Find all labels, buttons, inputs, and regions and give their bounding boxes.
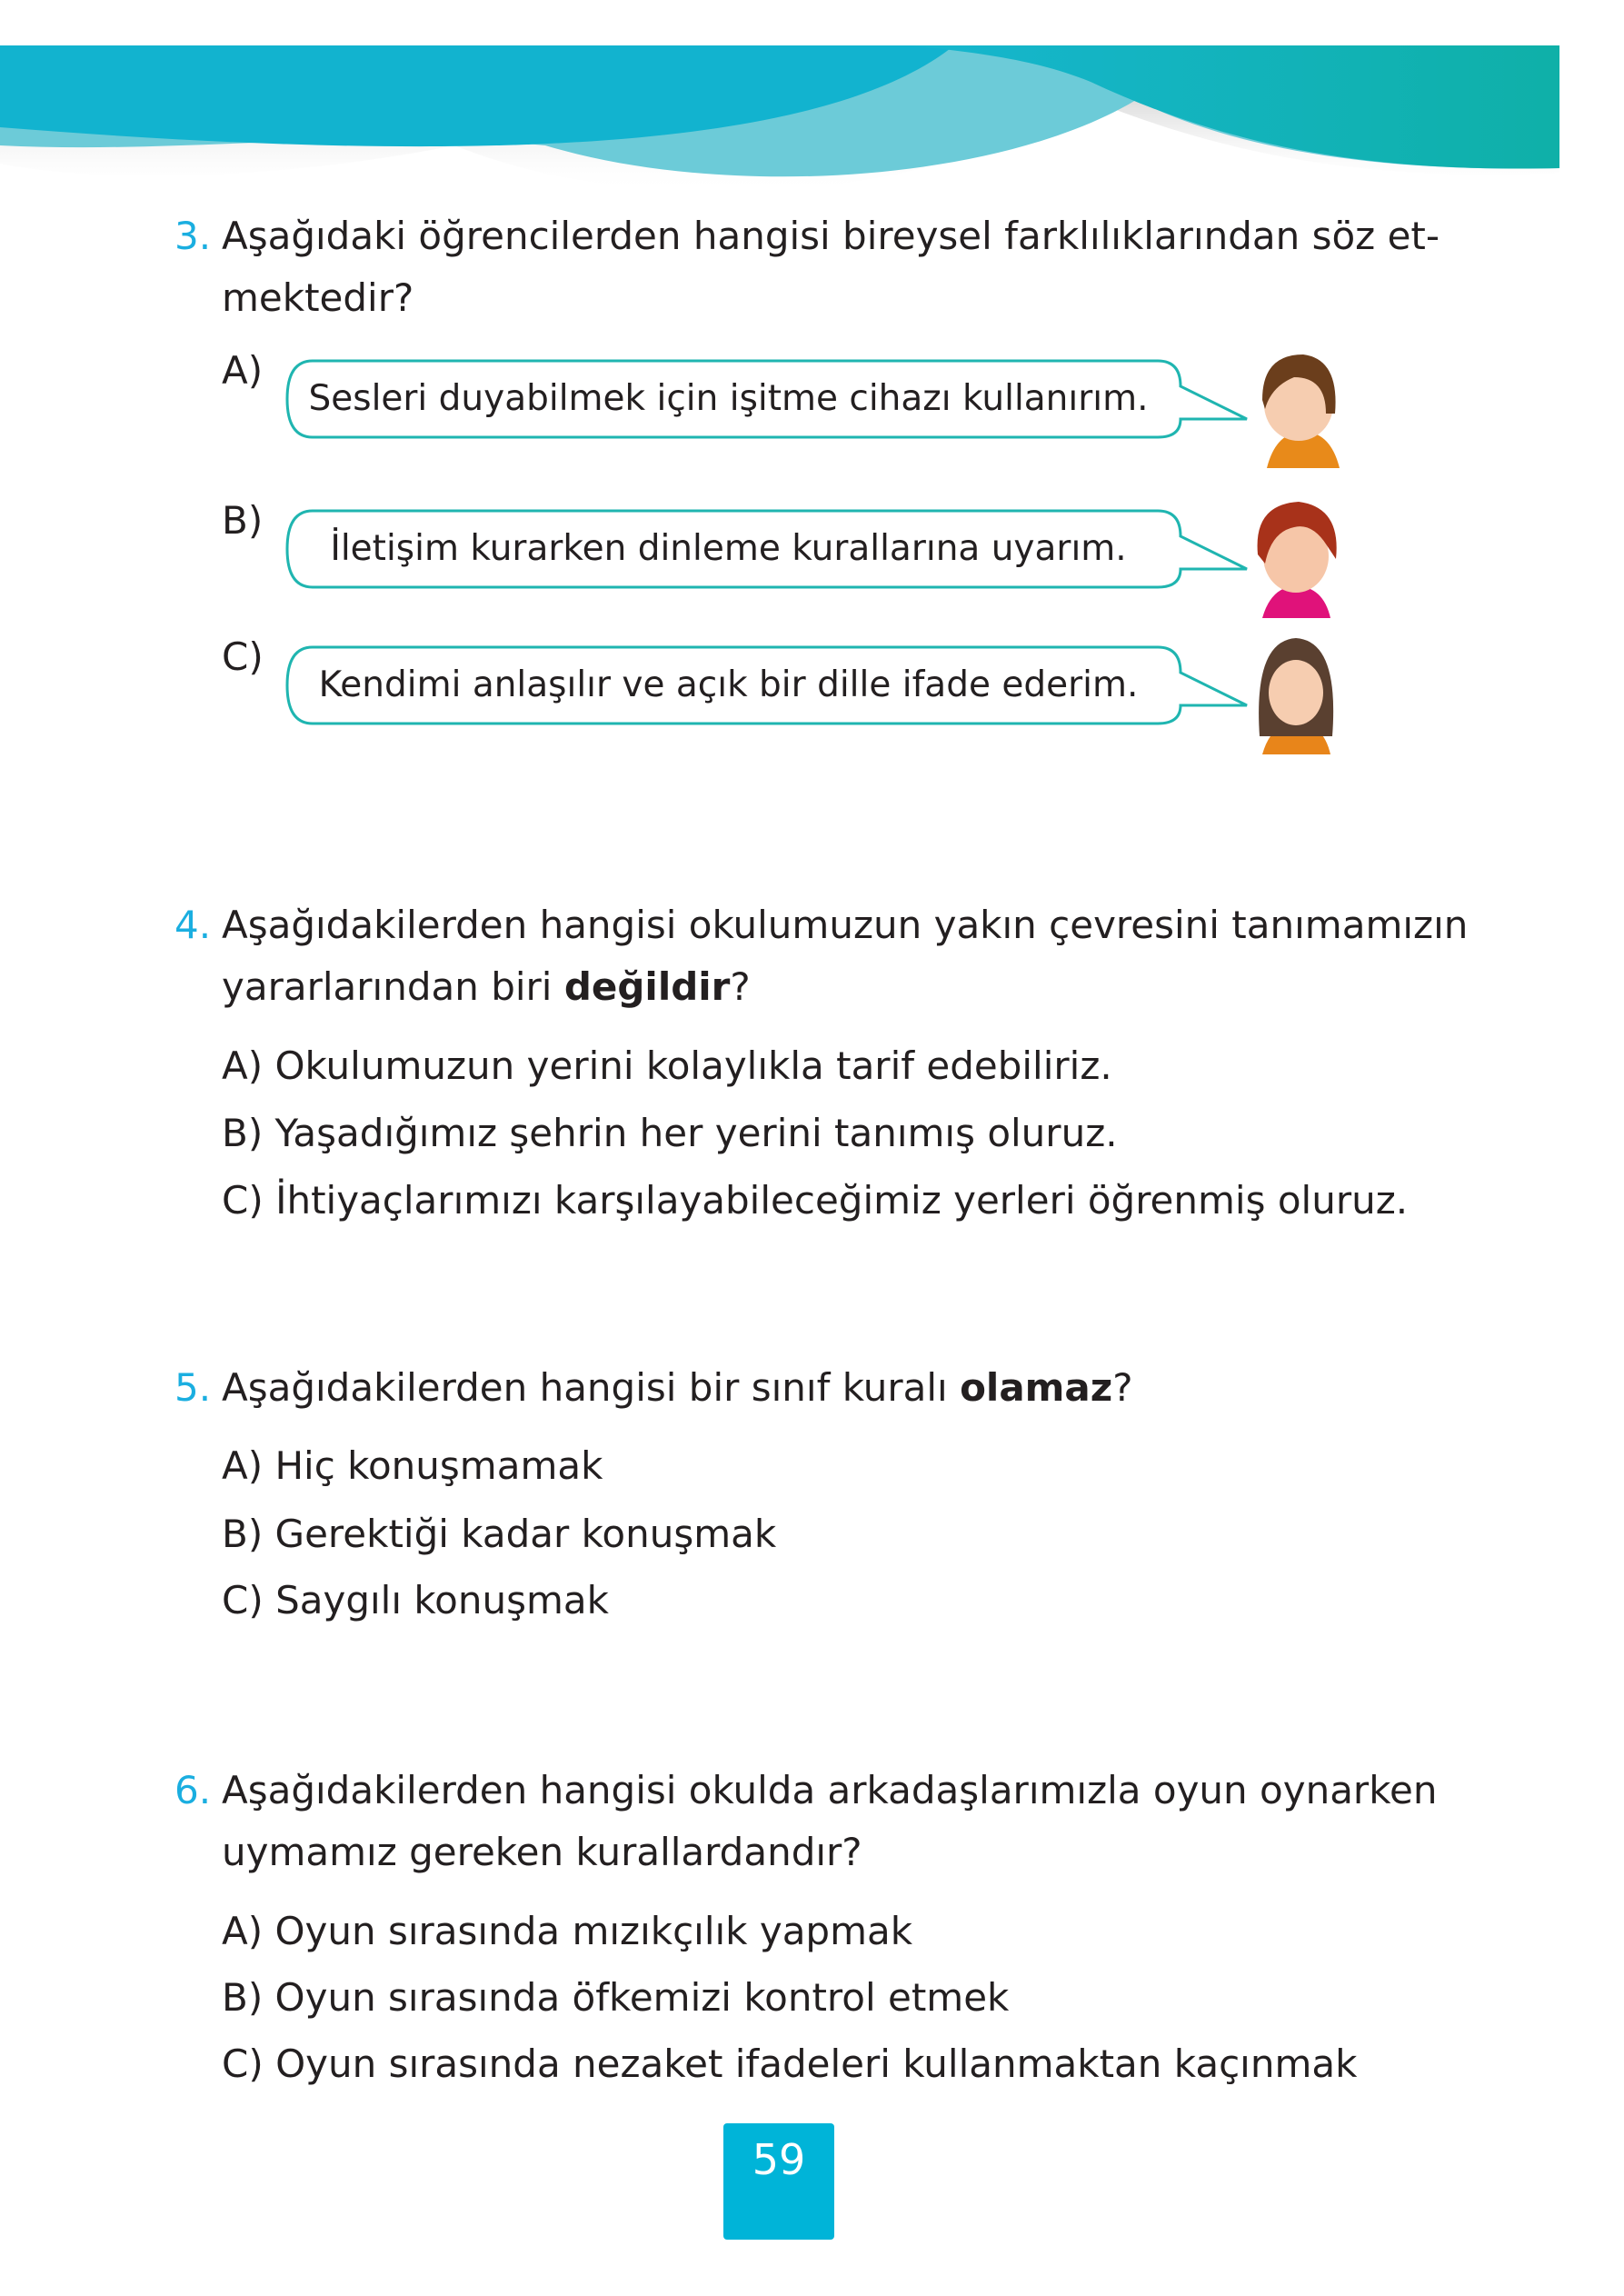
text: Aşağıdakilerden hangisi bir sınıf kuralı [222,1365,961,1410]
option-c[interactable]: C) Oyun sırasında nezaket ifadeleri kullanmaktan kaçınmak [222,2041,1358,2086]
question-number: 6. [174,1768,212,1812]
option-c[interactable]: C) İhtiyaçlarımızı karşılayabileceğimiz yerleri öğrenmiş oluruz. [222,1178,1409,1223]
option-b[interactable]: B) Gerektiği kadar konuşmak [222,1512,777,1556]
question-text: uymamız gereken kurallardandır? [222,1830,862,1874]
option-c[interactable]: C) Saygılı konuşmak [222,1578,609,1622]
text: yararlarından biri [222,964,564,1009]
option-b[interactable]: B) Oyun sırasında öfkemizi kontrol etmek [222,1975,1010,2020]
page-number: 59 [723,2123,834,2240]
text: ? [730,964,751,1009]
question-text: Aşağıdakilerden hangisi okulda arkadaşlarımızla oyun oynarken [222,1768,1438,1812]
question-number: 5. [174,1365,212,1410]
option-label: A) [222,348,264,393]
question-text [222,956,1383,1018]
emphasis: olamaz [960,1365,1113,1410]
emphasis: değildir [563,964,731,1009]
question-number: 3. [174,214,212,258]
option-b[interactable] [222,498,1367,609]
option-label: B) [222,498,264,543]
option-label: C) [222,634,264,679]
option-a[interactable]: A) Hiç konuşmamak [222,1443,603,1488]
option-text: Sesleri duyabilmek için işitme cihazı kullanırım. [308,378,1149,419]
option-text: İletişim kurarken dinleme kurallarına uyarım. [330,528,1127,569]
option-c[interactable] [222,634,1367,745]
question-text: Aşağıdaki öğrencilerden hangisi bireysel farklılıklarından söz et- [222,214,1440,258]
brown-haired-girl-icon [1240,627,1353,754]
option-a[interactable]: A) Okulumuzun yerini kolaylıkla tarif edebiliriz. [222,1043,1112,1088]
red-haired-child-icon [1240,491,1353,618]
question-text: mektedir? [222,275,414,320]
text: ? [1112,1365,1133,1410]
option-text: Kendimi anlaşılır ve açık bir dille ifade ederim. [318,664,1139,705]
option-b[interactable]: B) Yaşadığımız şehrin her yerini tanımış oluruz. [222,1111,1118,1155]
question-number: 4. [174,903,212,947]
boy-with-hearing-aid-icon [1240,341,1353,468]
question-text [222,1357,1383,1419]
header-wave-banner [0,45,1559,200]
option-a[interactable]: A) Oyun sırasında mızıkçılık yapmak [222,1909,913,1953]
question-text: Aşağıdakilerden hangisi okulumuzun yakın çevresini tanımamızın [222,903,1469,947]
option-a[interactable] [222,348,1367,459]
